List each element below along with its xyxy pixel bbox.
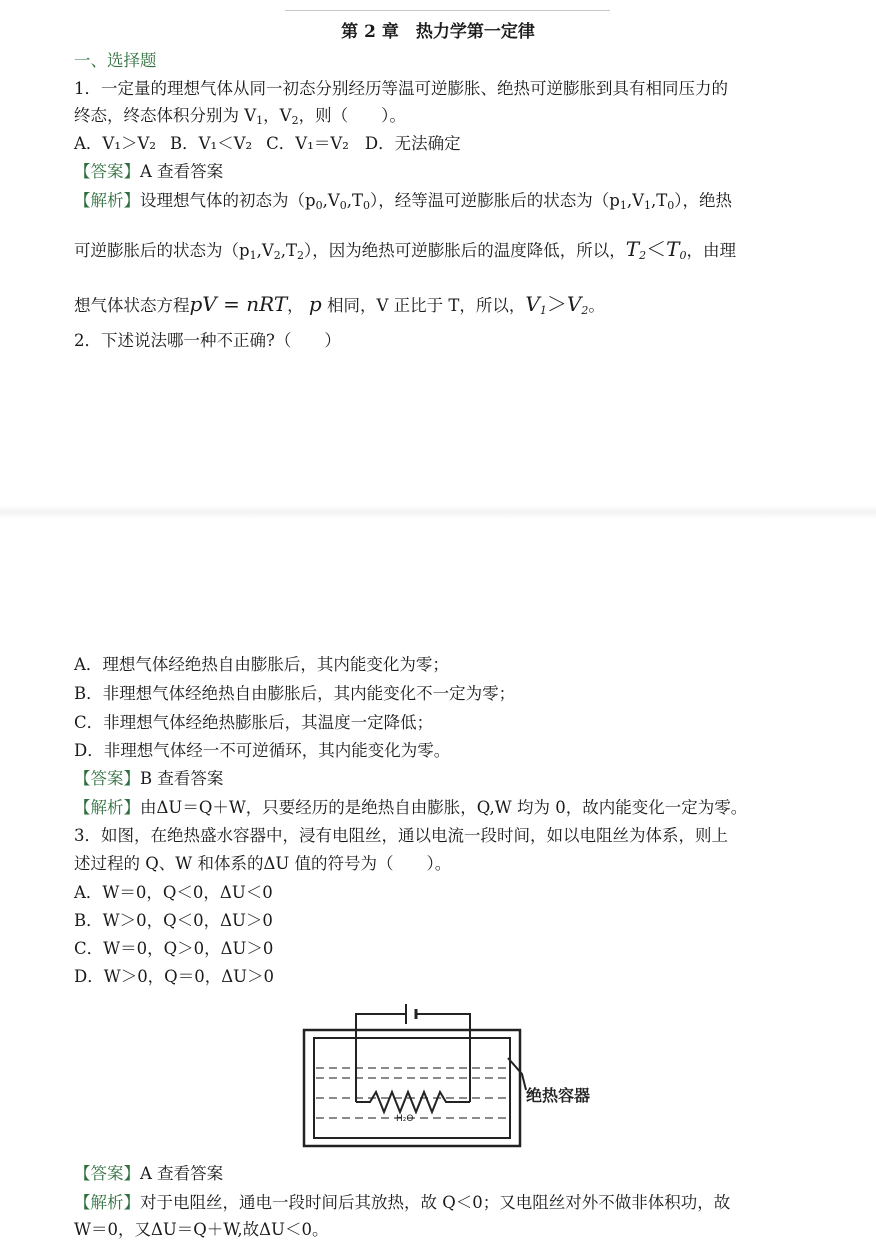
math-symbol: T bbox=[625, 237, 640, 261]
q3-answer bbox=[74, 1163, 223, 1185]
section-heading: 一、选择题 bbox=[74, 51, 157, 70]
subscript: 2 bbox=[291, 114, 299, 127]
subscript: 0 bbox=[667, 199, 675, 212]
math-equals: = bbox=[216, 292, 247, 316]
q1-option-d[interactable]: D．无法确定 bbox=[364, 134, 461, 153]
math-comma: , bbox=[322, 191, 328, 210]
container-outer-wall bbox=[304, 1030, 520, 1146]
subscript: 2 bbox=[581, 304, 589, 317]
analysis-tag: 【解析】 bbox=[74, 798, 140, 817]
chapter-title: 第 2 章 热力学第一定律 bbox=[341, 22, 535, 42]
answer-tag: 【答案】 bbox=[74, 1164, 140, 1183]
math-symbol: V bbox=[525, 292, 540, 316]
analysis-text: 可逆膨胀后的状态为（p bbox=[74, 241, 250, 260]
q3-option-c[interactable]: C．W＝0，Q＞0，ΔU＞0 bbox=[74, 939, 274, 958]
answer-value: A bbox=[140, 162, 152, 181]
view-answer-link[interactable]: 查看答案 bbox=[157, 769, 224, 788]
q1-stem-line-2 bbox=[74, 105, 406, 127]
circuit-wire bbox=[356, 1014, 406, 1102]
q2-option-a[interactable]: A．理想气体经绝热自由膨胀后，其内能变化为零； bbox=[74, 655, 449, 674]
subscript: 1 bbox=[256, 114, 264, 127]
q2-option-d[interactable]: D．非理想气体经一不可逆循环，其内能变化为零。 bbox=[74, 741, 451, 760]
analysis-text: ， bbox=[287, 296, 304, 315]
q1-analysis-line-1 bbox=[74, 190, 732, 212]
answer-value: B bbox=[140, 769, 153, 788]
q1-analysis-line-2 bbox=[74, 238, 736, 262]
math-comma: , bbox=[346, 191, 352, 210]
math-symbol: T bbox=[285, 241, 297, 260]
q3-stem-line-2: 述过程的 Q、W 和体系的ΔU 值的符号为（ ）。 bbox=[74, 854, 452, 873]
answer-value: A bbox=[140, 1164, 152, 1183]
formula-t0 bbox=[666, 237, 686, 261]
subscript: 0 bbox=[363, 199, 370, 212]
container-label: 绝热容器 bbox=[526, 1086, 591, 1105]
analysis-text: 设理想气体的初态为（p bbox=[140, 191, 316, 210]
math-symbol: T bbox=[351, 191, 363, 210]
water-label: H₂O bbox=[396, 1114, 414, 1124]
analysis-text: 由ΔU＝Q＋W，只要经历的是绝热自由膨胀，Q,W 均为 0，故内能变化一定为零。 bbox=[140, 798, 748, 817]
analysis-text: ），因为绝热可逆膨胀后的温度降低，所以， bbox=[304, 241, 626, 260]
q1-answer bbox=[74, 161, 223, 183]
math-symbol: V bbox=[261, 241, 274, 260]
q1-stem-text: ，V bbox=[263, 106, 292, 125]
analysis-text: 。 bbox=[588, 296, 605, 315]
analysis-text: 想气体状态方程 bbox=[74, 296, 190, 315]
math-symbol: V bbox=[566, 292, 582, 316]
analysis-text: 对于电阻丝，通电一段时间后其放热，故 Q＜0；又电阻丝对外不做非体积功，故 bbox=[140, 1193, 731, 1212]
q2-option-b[interactable]: B．非理想气体经绝热自由膨胀后，其内能变化不一定为零； bbox=[74, 684, 516, 703]
math-gt: ＞ bbox=[546, 292, 567, 316]
answer-tag: 【答案】 bbox=[74, 162, 140, 181]
q3-option-a[interactable]: A．W＝0，Q＜0，ΔU＜0 bbox=[74, 883, 273, 902]
q3-analysis-line-1 bbox=[74, 1192, 730, 1214]
subscript: 1 bbox=[619, 199, 627, 212]
q1-option-b[interactable]: B．V₁＜V₂ bbox=[169, 134, 253, 153]
q2-analysis bbox=[74, 797, 747, 819]
math-symbol: pV bbox=[189, 292, 217, 316]
header-rule bbox=[285, 10, 610, 11]
answer-tag: 【答案】 bbox=[74, 769, 140, 788]
q2-answer bbox=[74, 768, 223, 790]
q1-options bbox=[74, 133, 461, 155]
subscript: 1 bbox=[249, 249, 257, 262]
q1-stem-text: 终态，终态体积分别为 V bbox=[74, 106, 257, 125]
q1-option-c[interactable]: C．V₁＝V₂ bbox=[266, 134, 349, 153]
analysis-tag: 【解析】 bbox=[74, 191, 140, 210]
math-comma: , bbox=[626, 191, 633, 210]
subscript: 1 bbox=[643, 199, 651, 212]
analysis-text: 相同，V 正比于 T，所以， bbox=[326, 296, 526, 315]
formula-t2 bbox=[626, 237, 646, 261]
math-symbol: T bbox=[666, 237, 680, 261]
math-lt: ＜ bbox=[646, 237, 667, 261]
formula-v2 bbox=[567, 292, 588, 316]
subscript: 1 bbox=[539, 304, 547, 317]
subscript: 2 bbox=[297, 249, 304, 262]
q1-stem-line-1: 1．一定量的理想气体从同一初态分别经历等温可逆膨胀、绝热可逆膨胀到具有相同压力的 bbox=[74, 79, 728, 98]
math-comma: , bbox=[280, 241, 286, 260]
math-symbol: V bbox=[632, 191, 644, 210]
math-symbol: nRT bbox=[246, 292, 288, 316]
subscript: 0 bbox=[339, 199, 347, 212]
math-symbol: V bbox=[327, 191, 340, 210]
formula-v1 bbox=[525, 292, 546, 316]
resistor-wire-icon bbox=[356, 1092, 470, 1112]
q1-option-a[interactable]: A．V₁＞V₂ bbox=[74, 134, 156, 153]
q3-stem-line-1: 3．如图，在绝热盛水容器中，浸有电阻丝，通以电流一段时间，如以电阻丝为体系，则上 bbox=[74, 826, 728, 845]
math-symbol: T bbox=[656, 191, 668, 210]
view-answer-link[interactable]: 查看答案 bbox=[157, 162, 224, 181]
subscript: 2 bbox=[639, 249, 647, 262]
formula-ideal-gas bbox=[190, 292, 288, 316]
circuit-wire bbox=[416, 1014, 470, 1102]
q3-option-b[interactable]: B．W＞0，Q＜0，ΔU＞0 bbox=[74, 911, 273, 930]
math-comma: , bbox=[256, 241, 262, 260]
formula-p: p bbox=[308, 292, 322, 316]
q1-analysis-line-3 bbox=[74, 293, 605, 317]
math-comma: , bbox=[650, 191, 657, 210]
view-answer-link[interactable]: 查看答案 bbox=[157, 1164, 224, 1183]
q1-stem-text: ，则（ ）。 bbox=[298, 106, 406, 125]
q3-option-d[interactable]: D．W＞0，Q＝0，ΔU＞0 bbox=[74, 967, 275, 986]
subscript: 0 bbox=[315, 199, 323, 212]
subscript: 2 bbox=[273, 249, 281, 262]
q2-stem: 2．下述说法哪一种不正确?（ ） bbox=[74, 331, 341, 350]
q3-analysis-line-2: W＝0，又ΔU＝Q＋W,故ΔU＜0。 bbox=[74, 1220, 329, 1239]
page-break-band bbox=[0, 505, 876, 519]
insulated-container-figure bbox=[300, 1000, 600, 1152]
analysis-text: ），绝热 bbox=[674, 191, 732, 210]
analysis-text: ，由理 bbox=[686, 241, 736, 260]
q2-option-c[interactable]: C．非理想气体经绝热膨胀后，其温度一定降低； bbox=[74, 713, 434, 732]
analysis-text: ），经等温可逆膨胀后的状态为（p bbox=[370, 191, 620, 210]
subscript: 0 bbox=[679, 249, 687, 262]
analysis-tag: 【解析】 bbox=[74, 1193, 140, 1212]
